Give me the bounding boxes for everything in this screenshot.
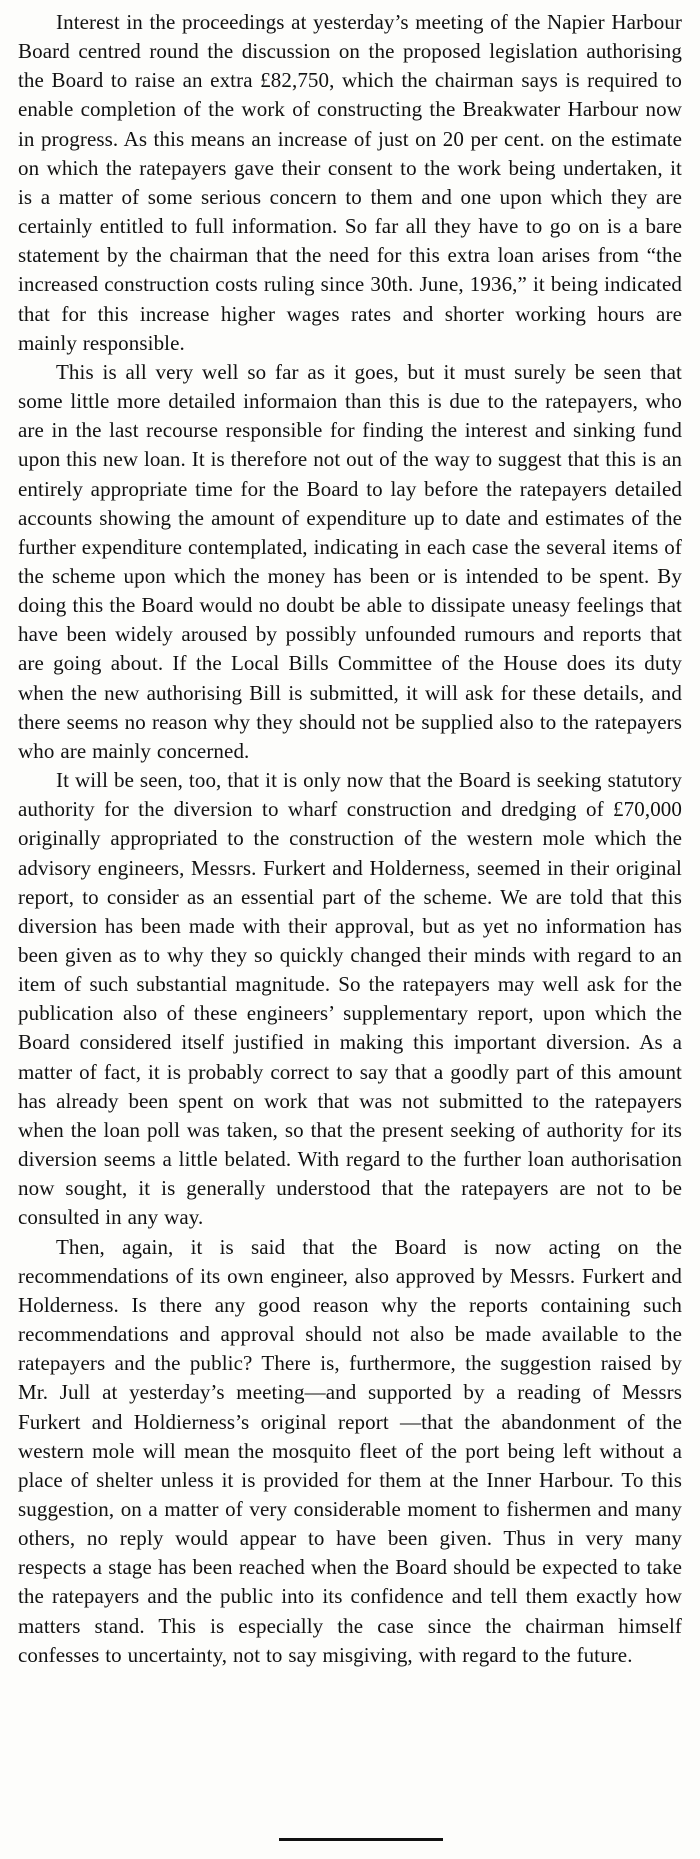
end-rule (279, 1838, 443, 1841)
paragraph-1: Interest in the proceedings at yesterday’s meeting of the Napier Harbour Board centred round the discussion on the proposed legislation authorising the Board to raise an extra £82,750, which the chairman says is required to enable completion of the work of constructing the Breakwater Harbour now in progress. As this means an increase of just on 20 per cent. on the estimate on which the ratepayers gave their consent to the work being undertaken, it is a matter of some serious concern to them and one upon which they are certainly entitled to full information. So far all they have to go on is a bare statement by the chairman that the need for this extra loan arises from “the increased construction costs ruling since 30th. June, 1936,” it being indicated that for this increase higher wages rates and shorter working hours are mainly responsible. (18, 10, 682, 355)
editorial-column (18, 8, 682, 1670)
paragraph-4: Then, again, it is said that the Board is now acting on the recommendations of its own engineer, also approved by Messrs. Furkert and Holderness. Is there any good reason why the reports containing such recommendations and approval should not also be made available to the ratepayers and the public? There is, furthermore, the suggestion raised by Mr. Jull at yesterday’s meeting—and supported by a reading of Messrs Furkert and Holdierness’s original report —that the abandonment of the western mole will mean the mosquito fleet of the port being left without a place of shelter unless it is provided for them at the Inner Harbour. To this suggestion, on a matter of very considerable moment to fishermen and many others, no reply would appear to have been given. Thus in very many respects a stage has been reached when the Board should be expected to take the ratepayers and the public into its confidence and tell them exactly how matters stand. This is especially the case since the chairman himself confesses to uncertainty, not to say misgiving, with regard to the future. (18, 1234, 682, 1667)
paragraph-2: This is all very well so far as it goes, but it must surely be seen that some little more detailed informaion than this is due to the ratepayers, who are in the last recourse responsible for finding the interest and sinking fund upon this new loan. It is therefore not out of the way to suggest that this is an entirely appropriate time for the Board to lay before the ratepayers detailed accounts showing the amount of expenditure up to date and estimates of the further expenditure contemplated, indicating in each case the several items of the scheme upon which the money has been or is intended to be spent. By doing this the Board would no doubt be able to dissipate uneasy feelings that have been widely aroused by possibly unfounded rumours and reports that are going about. If the Local Bills Committee of the House does its duty when the new authorising Bill is submitted, it will ask for these details, and there seems no reason why they should not be supplied also to the ratepayers who are mainly concerned. (18, 359, 682, 763)
paragraph-3: It will be seen, too, that it is only now that the Board is seeking statutory authority for the diversion to wharf construction and dredging of £70,000 originally appropriated to the construction of the western mole which the advisory engineers, Messrs. Furkert and Holderness, seemed in their original report, to consider as an essential part of the scheme. We are told that this diversion has been made with their approval, but as yet no information has been given as to why they so quickly changed their minds with regard to an item of such substantial magnitude. So the ratepayers may well ask for the publication also of these engineers’ supplementary report, upon which the Board considered itself justified in making this important diversion. As a matter of fact, it is probably correct to say that a goodly part of this amount has already been spent on work that was not submitted to the ratepayers when the loan poll was taken, so that the present seeking of authority for its diversion seems a little belated. With regard to the further loan authorisation now sought, it is generally understood that the ratepayers are not to be consulted in any way. (18, 768, 682, 1230)
